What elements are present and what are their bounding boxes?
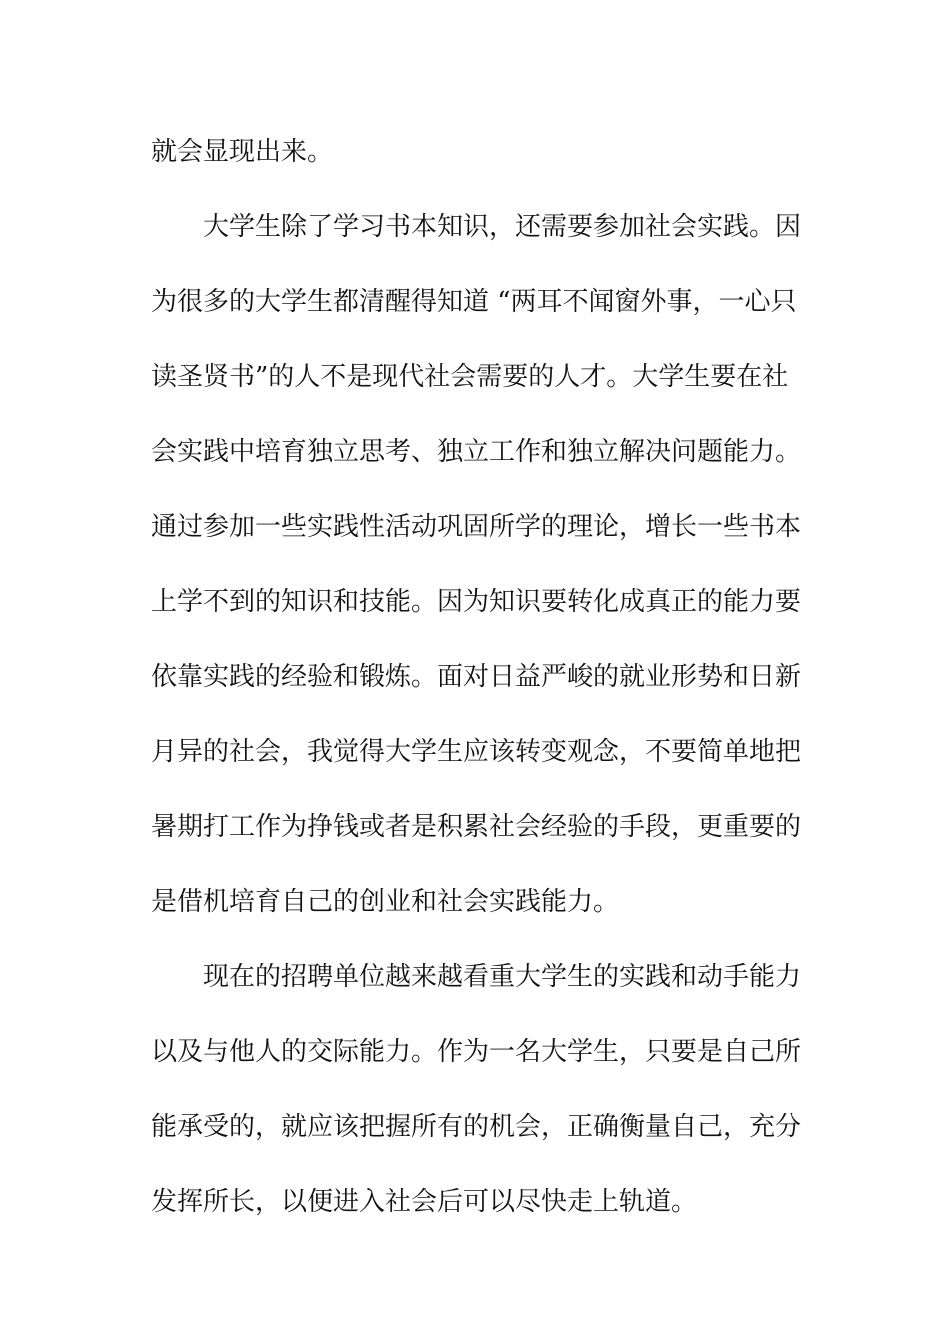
text-line: 会实践中培育独立思考、独立工作和独立解决问题能力。 [151, 437, 802, 467]
text-line: 以及与他人的交际能力。作为一名大学生，只要是自己所 [151, 1037, 802, 1067]
text-line: 通过参加一些实践性活动巩固所学的理论，增长一些书本 [151, 512, 802, 542]
text-line: 上学不到的知识和技能。因为知识要转化成真正的能力要 [151, 587, 802, 617]
text-line: 读圣贤书”的人不是现代社会需要的人才。大学生要在社 [151, 362, 789, 392]
text-line: 就会显现出来。 [151, 137, 334, 167]
text-line: 暑期打工作为挣钱或者是积累社会经验的手段，更重要的 [151, 812, 802, 842]
text-line: 发挥所长，以便进入社会后可以尽快走上轨道。 [151, 1187, 698, 1217]
text-line: 月异的社会，我觉得大学生应该转变观念，不要简单地把 [151, 737, 802, 767]
text-line: 为很多的大学生都清醒得知道 “两耳不闻窗外事，一心只 [151, 287, 797, 317]
text-line: 能承受的，就应该把握所有的机会，正确衡量自己，充分 [151, 1112, 802, 1142]
text-line: 是借机培育自己的创业和社会实践能力。 [151, 887, 620, 917]
text-line: 依靠实践的经验和锻炼。面对日益严峻的就业形势和日新 [151, 662, 802, 692]
paragraph-first-line: 大学生除了学习书本知识，还需要参加社会实践。因 [203, 212, 802, 242]
body-text [151, 115, 811, 1240]
paragraph-first-line: 现在的招聘单位越来越看重大学生的实践和动手能力 [203, 962, 802, 992]
